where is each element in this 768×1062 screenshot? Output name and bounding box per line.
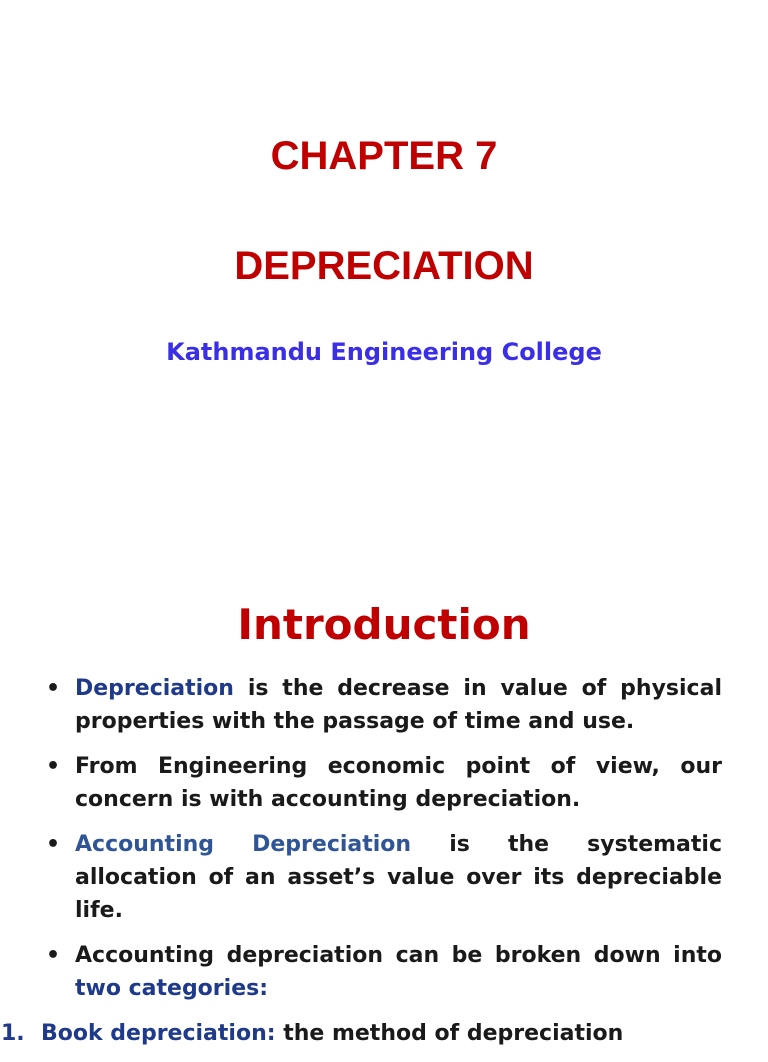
bullet-item-categories — [46, 939, 722, 1005]
bullet-text: is the systematic allocation of an asset’s value over its depreciable life. — [75, 832, 722, 923]
college-name: Kathmandu Engineering College — [166, 338, 602, 366]
term-depreciation: Depreciation — [75, 676, 234, 701]
term-book-depreciation: Book depreciation: — [41, 1021, 276, 1046]
bullet-item-depreciation — [46, 672, 722, 738]
bullet-item-accounting-depreciation — [46, 828, 722, 927]
bullet-text: is the decrease in value of physical properties with the passage of time and use. — [75, 676, 722, 734]
topic-heading: DEPRECIATION — [234, 244, 534, 288]
term-accounting-depreciation: Accounting Depreciation — [75, 832, 412, 857]
numbered-text: the method of depreciation — [275, 1021, 624, 1046]
bullet-text: Accounting depreciation can be broken down into — [75, 943, 722, 968]
introduction-heading: Introduction — [237, 600, 531, 649]
bullet-item-engineering-view — [46, 750, 722, 816]
bullet-marker: • — [46, 676, 61, 701]
numbered-item-book-depreciation — [1, 1017, 722, 1050]
bullet-marker: • — [46, 754, 61, 779]
item-number: 1. — [1, 1021, 25, 1046]
bullet-marker: • — [46, 832, 61, 857]
chapter-heading: CHAPTER 7 — [270, 134, 498, 178]
bullet-marker: • — [46, 943, 61, 968]
bullet-list — [1, 672, 722, 1062]
bullet-text: From Engineering economic point of view, our concern is with accounting depreciation. — [75, 754, 722, 812]
term-two-categories: two categories: — [75, 976, 269, 1001]
introduction-slide — [0, 576, 768, 1046]
